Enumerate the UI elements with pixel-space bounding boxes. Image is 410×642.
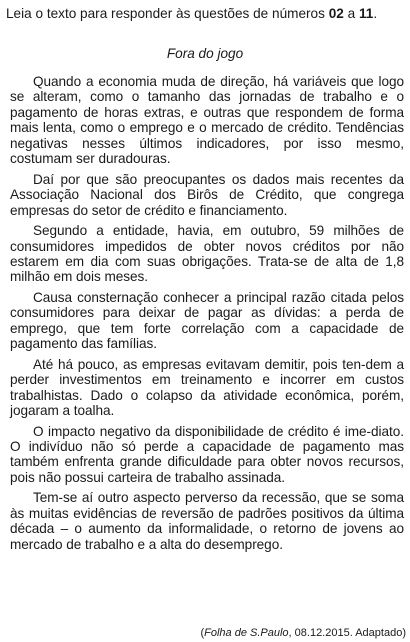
paragraph-7: Tem-se aí outro aspecto perverso da recessão, que se soma às muitas evidências de reversão de padrões positivos da última década – o aumento da informalidade, o retorno de jovens ao mercado de trabalho e a alta do desemprego. bbox=[10, 490, 404, 552]
instruction-line bbox=[6, 5, 404, 22]
paragraph-5: Até há pouco, as empresas evitavam demitir, pois ten-dem a perder investimentos em treinamento e incorrer em custos trabalhistas. Dado o colapso da atividade econômica, porém, jogaram a toalha. bbox=[10, 356, 404, 419]
paragraph-6: O impacto negativo da disponibilidade de crédito é ime-diato. O indivíduo não só perde a capacidade de pagamento mas também enfrenta grande dificuldade para obter novos recursos, pois não possui carteira de trabalho assinada. bbox=[10, 423, 404, 485]
article-body bbox=[6, 74, 404, 552]
paragraph-2: Daí por que são preocupantes os dados mais recentes da Associação Nacional dos Birôs de Crédito, que congrega empresas do setor de crédito e financiamento. bbox=[10, 171, 404, 218]
source-citation bbox=[200, 627, 406, 640]
source-close-paren: ) bbox=[402, 627, 406, 639]
paragraph-3: Segundo a entidade, havia, em outubro, 59 milhões de consumidores impedidos de obter novos créditos por não estarem em dia com suas obrigações. Trata-se de alta de 1,8 milhão em dois meses. bbox=[10, 223, 404, 285]
question-start-number: 02 bbox=[328, 6, 344, 21]
question-end-number: 11 bbox=[358, 6, 374, 21]
source-date: , 08.12.2015. Adaptado bbox=[288, 627, 403, 639]
source-publication: Folha de S.Paulo bbox=[204, 627, 289, 639]
instruction-suffix: . bbox=[373, 6, 378, 21]
instruction-connector: a bbox=[343, 6, 359, 21]
paragraph-1: Quando a economia muda de direção, há variáveis que logo se alteram, como o tamanho das jornadas de trabalho e o pagamento de horas extras, e outras que respondem de forma mais lenta, como o emprego e o mercado de crédito. Tendências negativas nesses últimos indicadores, por isso mesmo, costumam ser duradouras. bbox=[10, 74, 404, 167]
paragraph-4: Causa consternação conhecer a principal razão citada pelos consumidores para deixar de pagar as dívidas: a perda de emprego, que tem forte correlação com a capacidade de pagamento das famílias. bbox=[10, 289, 404, 352]
instruction-prefix: Leia o texto para responder às questões de números bbox=[6, 6, 329, 21]
article-title: Fora do jogo bbox=[166, 46, 244, 61]
source-open-paren: ( bbox=[200, 627, 205, 639]
